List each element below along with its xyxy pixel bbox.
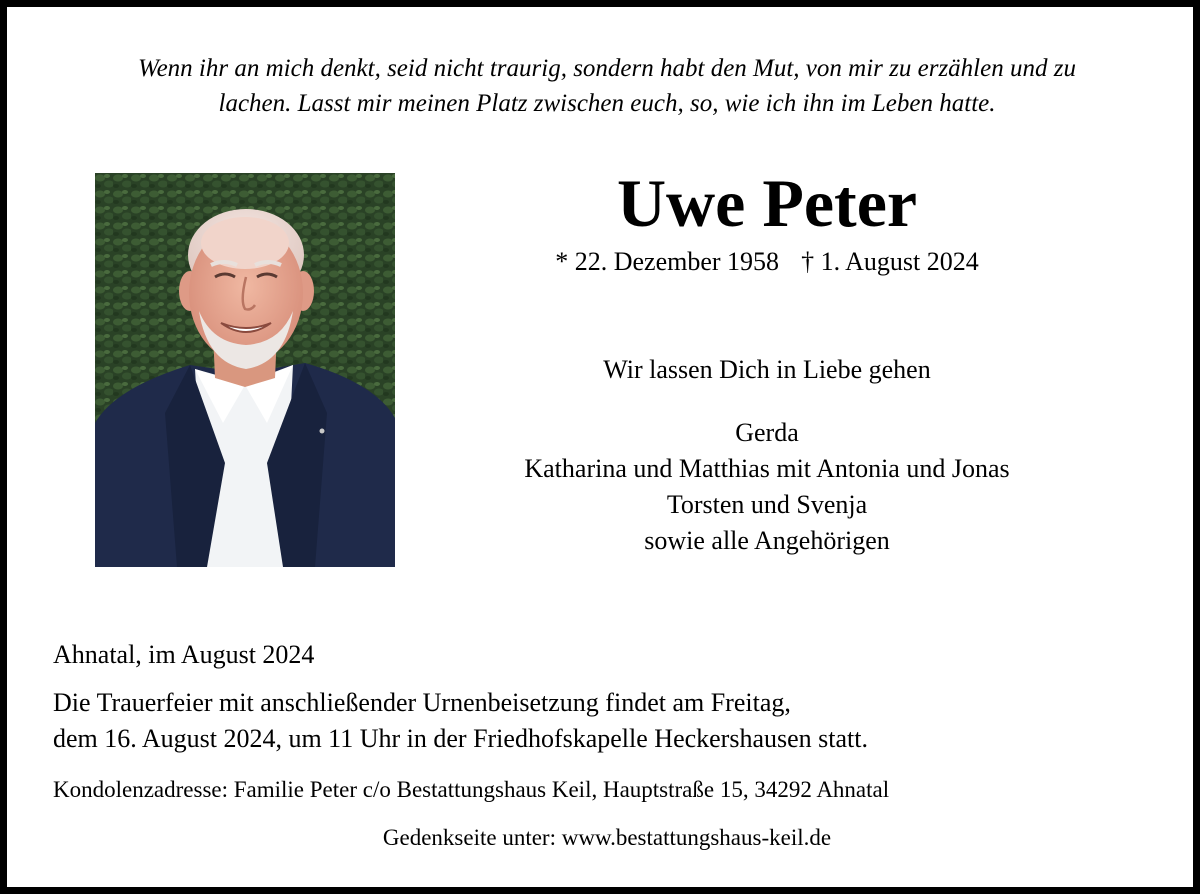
deceased-name: Uwe Peter (616, 165, 918, 241)
ceremony-notice (53, 685, 868, 757)
death-date: † 1. August 2024 (801, 247, 979, 276)
farewell-line: Wir lassen Dich in Liebe gehen (603, 355, 931, 384)
condolence-address: Kondolenzadresse: Familie Peter c/o Bestattungshaus Keil, Hauptstraße 15, 34292 Ahnatal (53, 777, 890, 802)
mourner-line: sowie alle Angehörigen (644, 526, 890, 555)
mourner-line: Katharina und Matthias mit Antonia und Jonas (524, 454, 1010, 483)
life-dates (437, 245, 1097, 279)
ceremony-line-1: Die Trauerfeier mit anschließender Urnenbeisetzung findet am Freitag, (53, 688, 791, 717)
quote-line-1: Wenn ihr an mich denkt, seid nicht traurig, sondern habt den Mut, von mir zu erzählen und zu (138, 55, 1076, 82)
memorial-page: Gedenkseite unter: www.bestattungshaus-keil.de (382, 825, 832, 850)
ceremony-line-2: dem 16. August 2024, um 11 Uhr in der Friedhofskapelle Heckershausen statt. (53, 724, 868, 753)
birth-date: * 22. Dezember 1958 (555, 247, 780, 276)
place-and-date: Ahnatal, im August 2024 (53, 640, 315, 669)
portrait-photo (95, 173, 395, 567)
mourners-list (437, 415, 1097, 559)
mourner-line: Gerda (735, 418, 799, 447)
memorial-quote (47, 51, 1167, 121)
mourner-line: Torsten und Svenja (666, 490, 868, 519)
quote-line-2: lachen. Lasst mir meinen Platz zwischen euch, so, wie ich ihn im Leben hatte. (218, 90, 996, 117)
